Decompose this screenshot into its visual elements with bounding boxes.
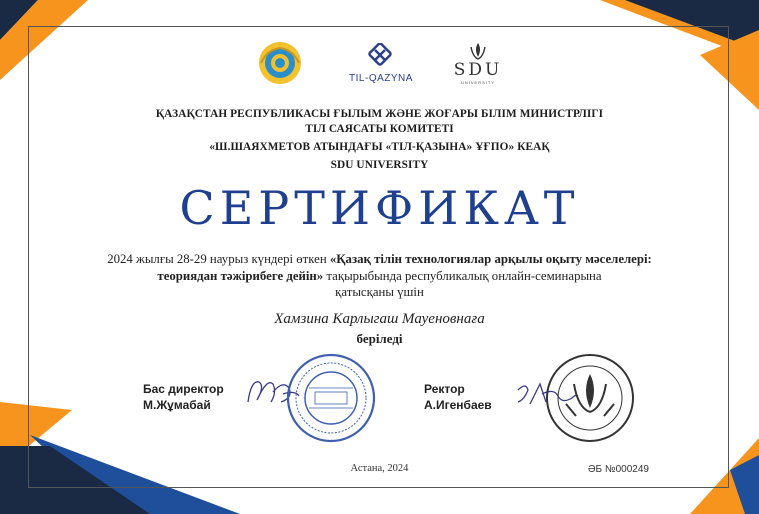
awarded-label: беріледі bbox=[356, 331, 403, 346]
institute-heading: «Ш.ШАЯХМЕТОВ АТЫНДАҒЫ «ТІЛ-ҚАЗЫНА» ҰҒПО» КЕАҚ bbox=[209, 141, 550, 153]
committee-seal-stamp bbox=[285, 352, 377, 444]
seminar-topic-part2: теориядан тәжірибеге дейін» bbox=[157, 268, 324, 283]
certificate-description bbox=[0, 251, 759, 301]
til-qazyna-logo-text: TIL-QAZYNA bbox=[349, 73, 413, 84]
seminar-topic-part1: «Қазақ тілін технологиялар арқылы оқыту мәселелері: bbox=[329, 252, 652, 266]
director-title: Бас директор bbox=[143, 382, 224, 396]
recipient-name: Хамзина Карлыгаш Мауеновнаға bbox=[274, 311, 485, 327]
sdu-logo-text: SDU bbox=[453, 60, 503, 80]
description-intro: 2024 жылғы 28-29 наурыз күндері өткен bbox=[107, 252, 330, 266]
rector-name: А.Игенбаев bbox=[424, 398, 492, 412]
kazakhstan-emblem-logo bbox=[257, 40, 303, 86]
sdu-university-seal-stamp bbox=[544, 352, 636, 444]
committee-heading: ТІЛ САЯСАТЫ КОМИТЕТІ bbox=[305, 123, 454, 135]
director-name: М.Жұмабай bbox=[143, 398, 211, 412]
sdu-logo-subtext: UNIVERSITY bbox=[460, 80, 495, 85]
description-after-topic: тақырыбында республикалық онлайн-семинарына bbox=[323, 268, 602, 283]
certificate-title: СЕРТИФИКАТ bbox=[179, 181, 580, 235]
university-heading: SDU UNIVERSITY bbox=[330, 159, 429, 171]
description-participation: қатысқаны үшін bbox=[335, 285, 424, 299]
certificate-serial-number: ӘБ №000249 bbox=[588, 464, 649, 475]
ministry-heading: ҚАЗАҚСТАН РЕСПУБЛИКАСЫ ҒЫЛЫМ ЖӘНЕ ЖОҒАРЫ БІЛІМ МИНИСТРЛІГІ bbox=[155, 108, 604, 120]
city-year: Астана, 2024 bbox=[350, 463, 409, 474]
til-qazyna-icon bbox=[366, 43, 394, 69]
rector-title: Ректор bbox=[424, 382, 465, 396]
